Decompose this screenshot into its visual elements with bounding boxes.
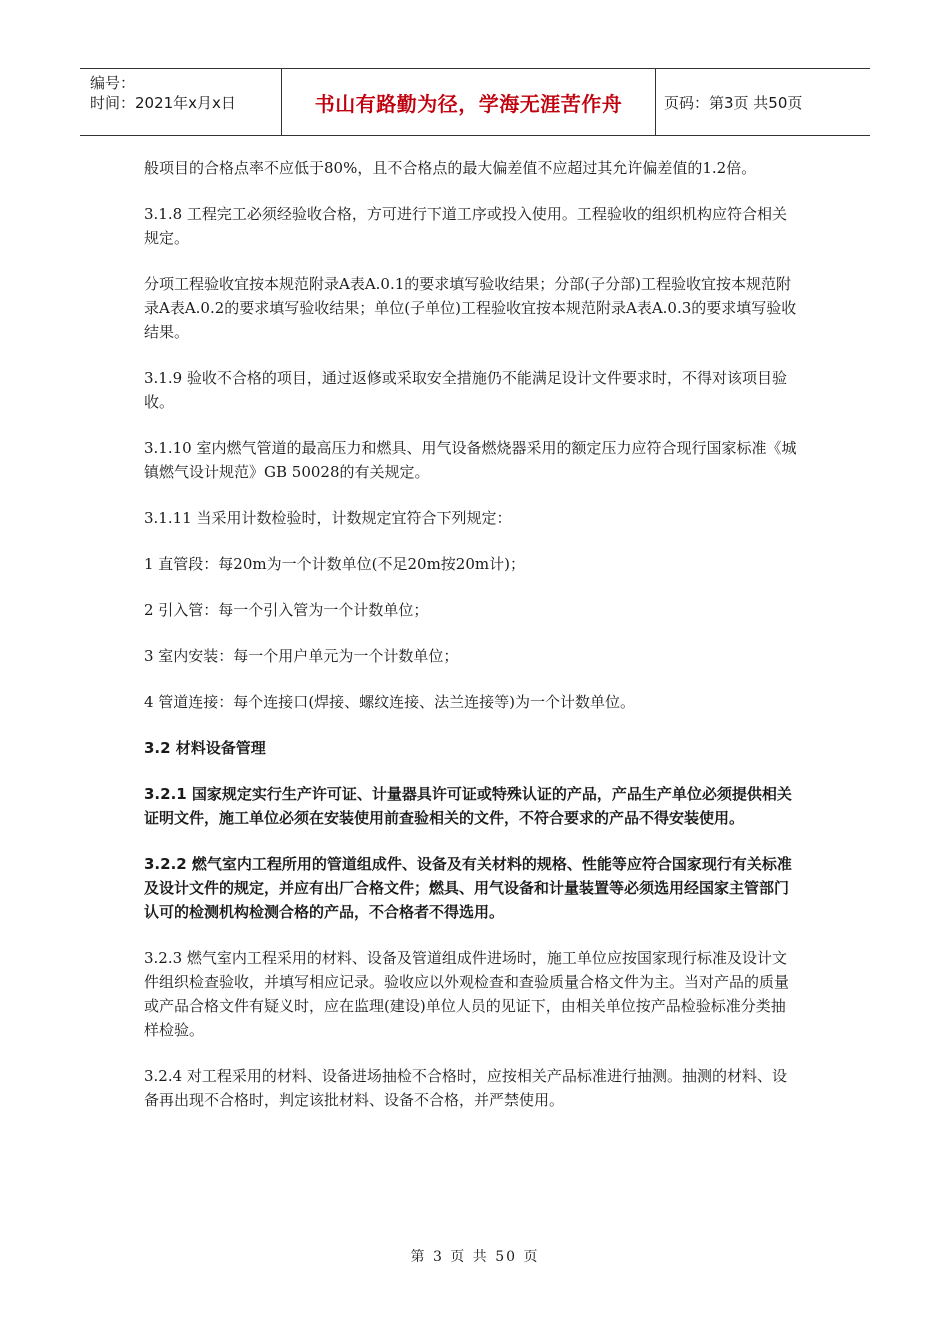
paragraph: 3.2.1 国家规定实行生产许可证、计量器具许可证或特殊认证的产品，产品生产单位必须提供相关证明文件，施工单位必须在安装使用前查验相关的文件，不符合要求的产品不得安装使用。 <box>144 785 792 827</box>
list-item: 2 引入管：每一个引入管为一个计数单位； <box>144 601 429 619</box>
paragraph: 分项工程验收宜按本规范附录A表A.0.1的要求填写验收结果；分部(子分部)工程验收宜按本规范附录A表A.0.2的要求填写验收结果；单位(子单位)工程验收宜按本规范附录A表A.0.3的要求填写验收结果。 <box>144 275 797 341</box>
header-meta <box>80 69 282 135</box>
list-item: 4 管道连接：每个连接口(焊接、螺纹连接、法兰连接等)为一个计数单位。 <box>144 693 636 711</box>
list-item: 3 室内安装：每一个用户单元为一个计数单位； <box>144 647 459 665</box>
paragraph: 3.2.3 燃气室内工程采用的材料、设备及管道组成件进场时，施工单位应按国家现行标准及设计文件组织检查验收，并填写相应记录。验收应以外观检查和查验质量合格文件为主。当对产品的质量或产品合格文件有疑义时，应在监理(建设)单位人员的见证下，由相关单位按产品检验标准分类抽样检验。 <box>144 949 790 1039</box>
paragraph: 3.1.11 当采用计数检验时，计数规定宜符合下列规定： <box>144 509 512 527</box>
paragraph: 般项目的合格点率不应低于80%，且不合格点的最大偏差值不应超过其允许偏差值的1.2倍。 <box>144 159 757 177</box>
paragraph: 3.1.8 工程完工必须经验收合格，方可进行下道工序或投入使用。工程验收的组织机构应符合相关规定。 <box>144 205 787 247</box>
header-motto: 书山有路勤为径，学海无涯苦作舟 <box>282 69 656 135</box>
paragraph: 3.2.2 燃气室内工程所用的管道组成件、设备及有关材料的规格、性能等应符合国家现行有关标准及设计文件的规定，并应有出厂合格文件；燃具、用气设备和计量装置等必须选用经国家主管部门认可的检测机构检测合格的产品，不合格者不得选用。 <box>144 855 792 921</box>
page-footer: 第 3 页 共 50 页 <box>410 1249 540 1265</box>
header-page-info: 页码：第3页 共50页 <box>664 93 803 112</box>
paragraph: 3.1.9 验收不合格的项目，通过返修或采取安全措施仍不能满足设计文件要求时，不得对该项目验收。 <box>144 369 787 411</box>
section-heading: 3.2 材料设备管理 <box>144 739 266 757</box>
list-item: 1 直管段：每20m为一个计数单位(不足20m按20m计)； <box>144 555 525 573</box>
page-header <box>80 68 870 136</box>
document-date: 时间：2021年x月x日 <box>90 94 236 112</box>
paragraph: 3.2.4 对工程采用的材料、设备进场抽检不合格时，应按相关产品标准进行抽测。抽测的材料、设备再出现不合格时，判定该批材料、设备不合格，并严禁使用。 <box>144 1067 787 1109</box>
paragraph: 3.1.10 室内燃气管道的最高压力和燃具、用气设备燃烧器采用的额定压力应符合现行国家标准《城镇燃气设计规范》GB 50028的有关规定。 <box>144 439 797 481</box>
document-number-label: 编号： <box>90 74 136 92</box>
document-body <box>144 156 800 1134</box>
